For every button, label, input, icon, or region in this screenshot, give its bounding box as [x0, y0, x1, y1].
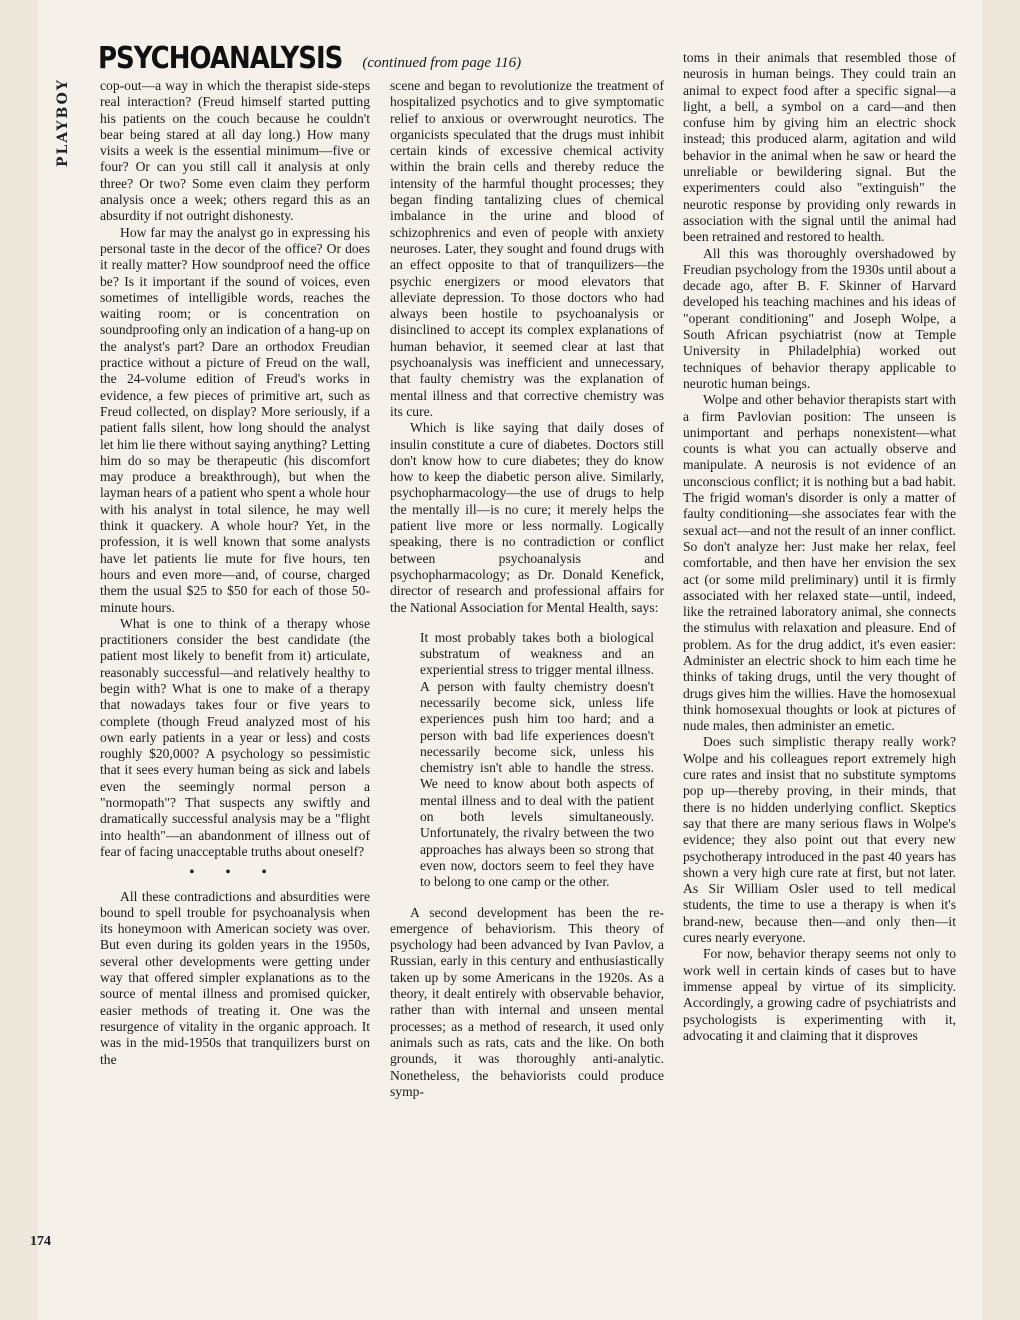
magazine-name: PLAYBOY [55, 78, 71, 168]
page-number: 174 [30, 1234, 51, 1249]
paragraph: Wolpe and other behavior therapists start with a firm Pavlovian position: The unseen is unimportant and perhaps nonexistent—what counts is what you can actually observe and manipulate. A neurosis is not evidence of an unconscious conflict; it is nothing but a bad habit. The frigid woman's disorder is only a matter of faulty conditioning—she associates fear with the sexual act—and not the result of an inner conflict. So don't analyze her: Just make her relax, feel comfortable, and then have her envision the sex act (or some mild preliminary) until it is firmly associated with her relaxed state—until, indeed, like the retrained laboratory animal, she connects the stimulus with relaxation and pleasure. End of problem. As for the drug addict, it's even easier: Administer an electric shock to him each time he thinks of taking drugs, until the very thought of drugs gives him the willies. Have the homosexual think homosexual thoughts or look at pictures of nude males, then administer an emetic. [683, 392, 956, 734]
paragraph: A second development has been the re-emergence of behaviorism. This theory of psychology had been advanced by Ivan Pavlov, a Russian, early in this century and enthusiastically taken up by some Americans in the 1920s. As a theory, it dealt entirely with observable behavior, rather than with internal and unseen mental processes; as a method of research, it used only animals such as rats, cats and the like. On both grounds, it was thoroughly anti-analytic. Nonetheless, the behaviorists could produce symp- [390, 904, 664, 1099]
quote-text: It most probably takes both a biological substratum of weakness and an experiential stress to trigger mental illness. A person with faulty chemistry doesn't necessarily become sick, unless life experiences push him too hard; and a person with bad life experiences doesn't necessarily become sick, unless his chemistry isn't able to handle the stress. We need to know about both aspects of mental illness and to deal with the patient on both levels simultaneously. Unfortunately, the rivalry between the two approaches has always been so strong that even now, doctors seem to feel they have to belong to one camp or the other. [420, 629, 654, 890]
paragraph: All these contradictions and absurdities were bound to spell trouble for psychoanalysis when its honeymoon with American society was over. But even during its golden years in the 1950s, several other developments were getting under way that offered simpler explanations as to the source of mental illness and promised quicker, easier methods of treating it. One was the resurgence of vitality in the organic approach. It was in the mid-1950s that tranquilizers burst on the [100, 888, 370, 1067]
paragraph: For now, behavior therapy seems not only to work well in certain kinds of cases but to have immense appeal by virtue of its simplicity. Accordingly, a growing cadre of psychiatrists and psychologists is experimenting with it, advocating it and claiming that it disproves [683, 946, 956, 1043]
paragraph: Which is like saying that daily doses of insulin constitute a cure of diabetes. Doctors still don't know how to cure diabetes; they do know how to keep the diabetic person alive. Similarly, psychopharmacology—the use of drugs to help the mentally ill—is no cure; it merely helps the patient live more or less normally. Logically speaking, there is no contradiction or conflict between psychoanalysis and psychopharmacology; as Dr. Donald Kenefick, director of research and professional affairs for the National Association for Mental Health, says: [390, 420, 664, 615]
block-quote [420, 630, 654, 891]
text-column-2 [390, 78, 664, 1100]
paragraph: cop-out—a way in which the therapist side-steps real interaction? (Freud himself started putting his patients on the couch because he couldn't bear being stared at all day long.) How many visits a week is the essential minimum—five or four? Or can you still call it analysis at only three? Or two? Some even claim they perform analysis once a week; others regard this as an absurdity if not outright dishonesty. [100, 78, 370, 224]
paragraph: What is one to think of a therapy whose practitioners consider the best candidate (the patient most likely to benefit from it) articulate, reasonably successful—and relatively healthy to begin with? What is one to make of a therapy that nowadays takes four or five years to complete (though Freud analyzed most of his own early patients in a year or less) and costs roughly $20,000? A psychology so pessimistic that it sees every human being as sick and labels even the seemingly normal person a "normopath"? That suspects any swiftly and dramatically successful analysis may be a "flight into health"—an abandonment of illness out of fear of facing unacceptable truths about oneself? [100, 615, 370, 859]
article-title: PSYCHOANALYSIS [98, 41, 343, 77]
section-break: • • • [189, 864, 281, 880]
paragraph: How far may the analyst go in expressing his personal taste in the decor of the office? Or does it really matter? How soundproof need the office be? Is it important if the sound of voices, even sometimes of intelligible words, reaches the waiting room; or is concentration on soundproofing only an indication of a hang-up on the analyst's part? Dare an orthodox Freudian practice without a picture of Freud on the wall, the 24-volume edition of Freud's works in evidence, a few pieces of primitive art, such as Freud collected, on display? More seriously, if a patient falls silent, how long should the analyst let him lie there without saying anything? Letting him do so may be therapeutic (his discomfort may produce a breakthrough), but when the layman hears of a patient who spent a whole hour with his analyst in total silence, he may well think it quackery. A whole hour? Yet, in the profession, it is well known that some analysts have let patients lie mute for five hours, ten hours and even more—and, of course, charged them the usual $25 to $50 for each of those 50-minute hours. [100, 224, 370, 615]
paragraph: scene and began to revolutionize the treatment of hospitalized psychotics and to give symptomatic relief to anxious or overwrought neurotics. The organicists speculated that the drugs must inhibit certain kinds of excessive chemical activity within the brain cells and thereby reduce the intensity of the harmful thought processes; they began finding tantalizing clues of chemical imbalance in the urine and blood of schizophrenics and even of people with anxiety neuroses. Later, they sought and found drugs with an effect opposite to that of tranquilizers—the psychic energizers or mood elevators that alleviate depression. To those doctors who had always been hostile to psychoanalysis or disinclined to accept its complex explanations of human behavior, it seemed clear at last that psychoanalysis was inefficient and unnecessary, that faulty chemistry was the explanation of mental illness and that corrective chemistry was its cure. [390, 78, 664, 419]
paragraph: Does such simplistic therapy really work? Wolpe and his colleagues report extremely high cure rates and insist that no substitute symptoms pop up—thereby proving, in their minds, that there is no hidden underlying conflict. Skeptics say that there are many serious flaws in Wolpe's evidence; they also point out that every new psychotherapy introduced in the past 40 years has shown a very high cure rate at first, but not later. As Sir William Osler used to tell medical students, the time to use a therapy is when it's brand-new, because then—and only then—it cures nearly everyone. [683, 734, 956, 946]
continuation-note: (continued from page 116) [362, 54, 522, 71]
paragraph: All this was thoroughly overshadowed by Freudian psychology from the 1930s until about a decade ago, after B. F. Skinner of Harvard developed his teaching machines and his ideas of "operant conditioning" and Joseph Wolpe, a South African psychiatrist (now at Temple University in Philadelphia) worked out techniques of behavior therapy applicable to neurotic human beings. [683, 245, 956, 391]
text-column-1 [100, 78, 370, 1068]
paragraph: toms in their animals that resembled those of neurosis in human beings. They could train an animal to expect food after a specific signal—a light, a bell, a symbol on a card—and then confuse him by giving him an electric shock instead; this produced alarm, agitation and wild behavior in the animal when he saw or heard the unreliable or bewildering signal. But the experimenters could also "extinguish" the neurotic response by providing only rewards in association with the signal until the animal had been retrained and restored to health. [683, 50, 956, 245]
text-column-3 [683, 50, 956, 1044]
